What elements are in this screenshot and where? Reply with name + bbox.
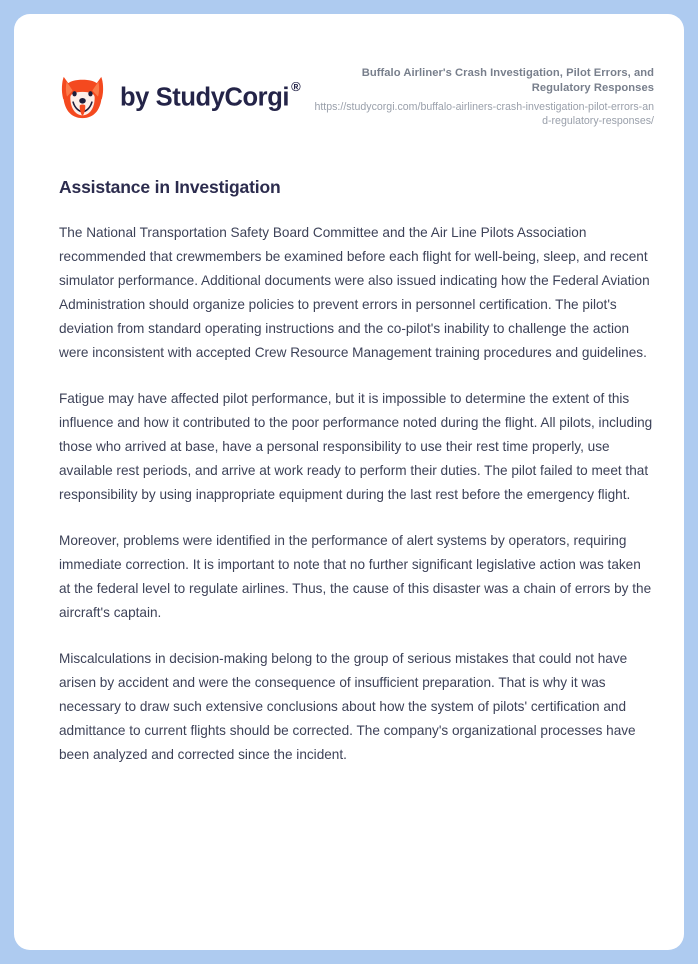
registered-trademark-icon: ®: [291, 78, 301, 94]
article-paragraph: The National Transportation Safety Board Committee and the Air Line Pilots Association recommended that crewmembers be examined before each flight for well-being, sleep, and recent simulator performance. Additional documents were also issued indicating how the Federal Aviation Administration should organize policies to prevent errors in personnel certification. The pilot's deviation from standard operating instructions and the co-pilot's inability to challenge the action were inconsistent with accepted Crew Resource Management training procedures and guidelines.: [59, 224, 650, 360]
brand-wordmark-text: by StudyCorgi: [120, 83, 290, 111]
article-paragraph: Fatigue may have affected pilot performance, but it is impossible to determine the extent of this influence and how it contributed to the poor performance noted during the flight. All pilots, including those who arrived at base, have a personal responsibility to use their rest time properly, use available rest periods, and arrive at work ready to perform their duties. The pilot failed to meet that responsibility by using inappropriate equipment during the last rest before the emergency flight.: [59, 390, 653, 502]
corgi-face-icon: [59, 75, 106, 120]
source-url[interactable]: https://studycorgi.com/buffalo-airliners-crash-investigation-pilot-errors-and-regulatory-responses/: [314, 101, 654, 128]
page-header: [14, 14, 684, 132]
brand-logo: [59, 75, 301, 120]
article-body: [59, 176, 654, 767]
document-title: Buffalo Airliner's Crash Investigation, Pilot Errors, and Regulatory Responses: [361, 67, 654, 95]
page-title: Assistance in Investigation: [59, 177, 281, 197]
header-meta: [314, 66, 654, 129]
brand-wordmark: [120, 78, 301, 111]
article-paragraph: Moreover, problems were identified in the performance of alert systems by operators, requiring immediate correction. It is important to note that no further significant legislative action was taken at the federal level to regulate airlines. Thus, the cause of this disaster was a chain of errors by the aircraft's captain.: [59, 532, 652, 620]
article-paragraph: Miscalculations in decision-making belong to the group of serious mistakes that could not have arisen by accident and were the consequence of insufficient preparation. That is why it was necessary to draw such extensive conclusions about how the system of pilots' certification and admittance to current flights should be corrected. The company's organizational processes have been analyzed and corrected since the incident.: [59, 650, 636, 762]
document-page: [14, 14, 684, 950]
